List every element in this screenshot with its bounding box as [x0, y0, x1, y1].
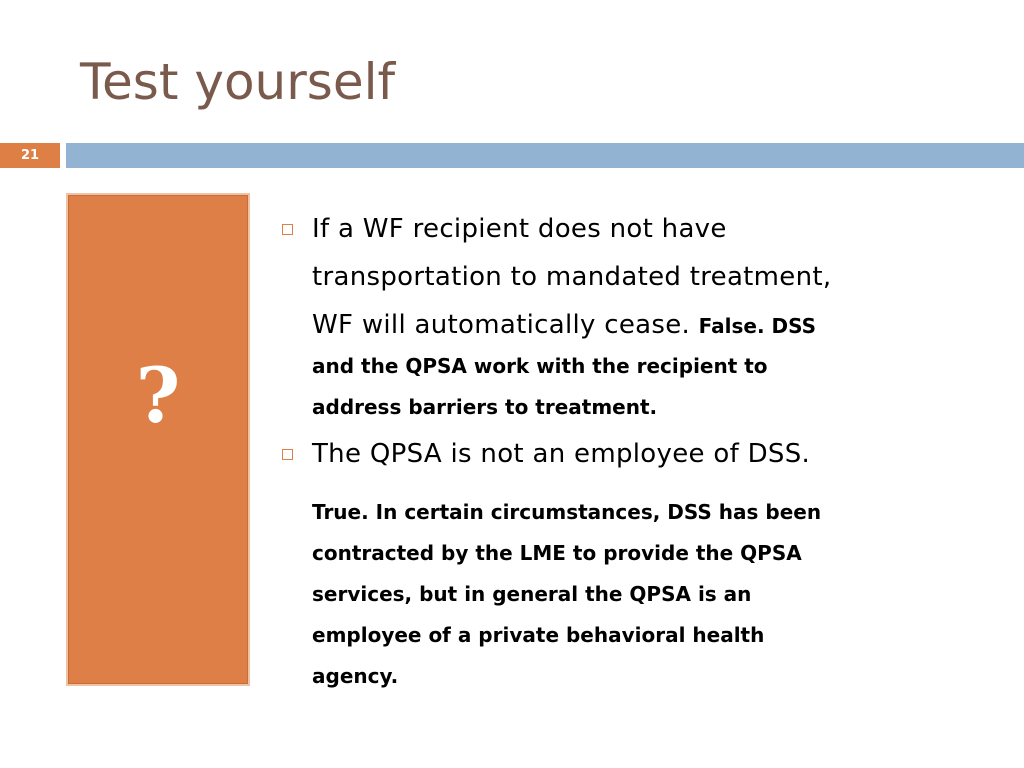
answer-line: agency. [312, 664, 399, 688]
answer-text [312, 492, 966, 697]
question-statement [312, 205, 948, 350]
slide-number-badge: 21 [0, 143, 60, 168]
square-bullet-icon [282, 224, 293, 235]
answer-line: services, but in general the QPSA is an [312, 582, 752, 606]
question-mark-icon: ? [135, 351, 181, 440]
answer-line: contracted by the LME to provide the QPSA [312, 541, 802, 565]
statement-line: If a WF recipient does not have [312, 214, 727, 244]
answer-line: and the QPSA work with the recipient to [312, 354, 768, 378]
question-statement: The QPSA is not an employee of DSS. [312, 439, 811, 469]
answer-line: employee of a private behavioral health [312, 623, 765, 647]
statement-line: WF will automatically cease. [312, 310, 691, 340]
statement-line: transportation to mandated treatment, [312, 262, 832, 292]
slide-title: Test yourself [80, 53, 396, 111]
bullet-item [276, 205, 966, 428]
header-accent-bar [66, 143, 1024, 168]
bullet-item [276, 430, 966, 697]
answer-line: address barriers to treatment. [312, 395, 658, 419]
bullet-list [276, 205, 966, 697]
answer-text: False. DSS [698, 314, 817, 338]
answer-line: True. In certain circumstances, DSS has been [312, 500, 822, 524]
answer-text [312, 346, 966, 428]
square-bullet-icon [282, 449, 293, 460]
